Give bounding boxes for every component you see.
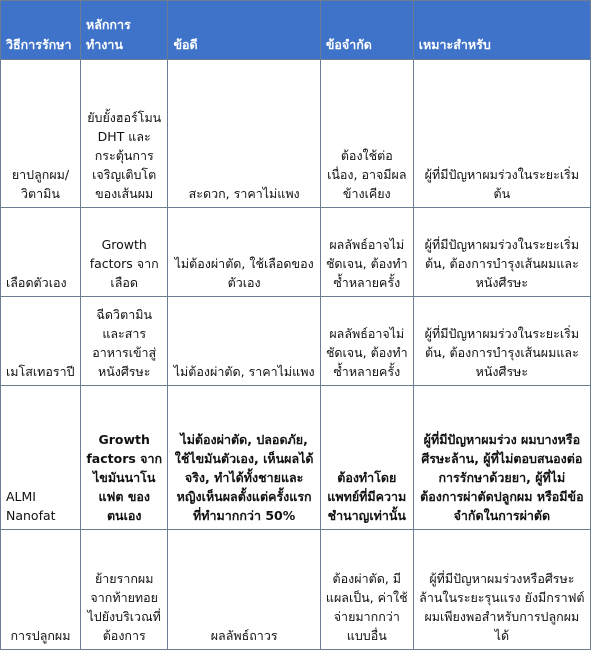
table-row	[1, 386, 591, 530]
header-principle: หลักการทำงาน	[80, 1, 168, 60]
cell-pros: ไม่ต้องผ่าตัด, ใช้เลือดของตัวเอง	[168, 208, 320, 297]
cell-method: ยาปลูกผม/วิตามิน	[1, 60, 81, 208]
cell-principle: ย้ายรากผมจากท้ายทอยไปยังบริเวณที่ต้องการ	[80, 530, 168, 650]
cell-method: ALMI Nanofat	[1, 386, 81, 530]
table-row	[1, 60, 591, 208]
table-row	[1, 297, 591, 386]
cell-principle: ฉีดวิตามินและสารอาหารเข้าสู่หนังศีรษะ	[80, 297, 168, 386]
header-method: วิธีการรักษา	[1, 1, 81, 60]
cell-principle: Growth factors จากไขมันนาโนแฟต ของตนเอง	[80, 386, 168, 530]
table-row	[1, 208, 591, 297]
cell-suitable: ผู้ที่มีปัญหาผมร่วงในระยะเริ่มต้น, ต้องการบำรุงเส้นผมและหนังศีรษะ	[413, 208, 590, 297]
table-row	[1, 530, 591, 650]
header-suitable: เหมาะสำหรับ	[413, 1, 590, 60]
header-row	[1, 1, 591, 60]
cell-method: การปลูกผม	[1, 530, 81, 650]
cell-suitable: ผู้ที่มีปัญหาผมร่วง ผมบางหรือศีรษะล้าน, ผู้ที่ไม่ตอบสนองต่อการรักษาด้วยยา, ผู้ที่ไม่ต้องการผ่าตัดปลูกผม หรือมีข้อจำกัดในการผ่าตัด	[413, 386, 590, 530]
header-pros: ข้อดี	[168, 1, 320, 60]
cell-pros: ไม่ต้องผ่าตัด, ปลอดภัย, ใช้ไขมันตัวเอง, เห็นผลได้จริง, ทำได้ทั้งชายและหญิงเห็นผลตั้งแต่ครั้งแรกที่ทำมากกว่า 50%	[168, 386, 320, 530]
cell-pros: ผลลัพธ์ถาวร	[168, 530, 320, 650]
cell-method: เลือดตัวเอง	[1, 208, 81, 297]
cell-principle: Growth factors จากเลือด	[80, 208, 168, 297]
cell-limits: ต้องใช้ต่อเนื่อง, อาจมีผลข้างเคียง	[320, 60, 413, 208]
cell-limits: ต้องทำโดยแพทย์ที่มีความชำนาญเท่านั้น	[320, 386, 413, 530]
cell-suitable: ผู้ที่มีปัญหาผมร่วงในระยะเริ่มต้น	[413, 60, 590, 208]
cell-limits: ต้องผ่าตัด, มีแผลเป็น, ค่าใช้จ่ายมากกว่าแบบอื่น	[320, 530, 413, 650]
cell-pros: ไม่ต้องผ่าตัด, ราคาไม่แพง	[168, 297, 320, 386]
cell-limits: ผลลัพธ์อาจไม่ชัดเจน, ต้องทำซ้ำหลายครั้ง	[320, 297, 413, 386]
cell-principle: ยับยั้งฮอร์โมน DHT และกระตุ้นการเจริญเติบโตของเส้นผม	[80, 60, 168, 208]
header-limits: ข้อจำกัด	[320, 1, 413, 60]
cell-suitable: ผู้ที่มีปัญหาผมร่วงหรือศีรษะล้านในระยะรุนแรง ยังมีกราฟต์ผมเพียงพอสำหรับการปลูกผมได้	[413, 530, 590, 650]
cell-pros: สะดวก, ราคาไม่แพง	[168, 60, 320, 208]
cell-method: เมโสเทอราปี	[1, 297, 81, 386]
cell-limits: ผลลัพธ์อาจไม่ชัดเจน, ต้องทำซ้ำหลายครั้ง	[320, 208, 413, 297]
cell-suitable: ผู้ที่มีปัญหาผมร่วงในระยะเริ่มต้น, ต้องการบำรุงเส้นผมและหนังศีรษะ	[413, 297, 590, 386]
